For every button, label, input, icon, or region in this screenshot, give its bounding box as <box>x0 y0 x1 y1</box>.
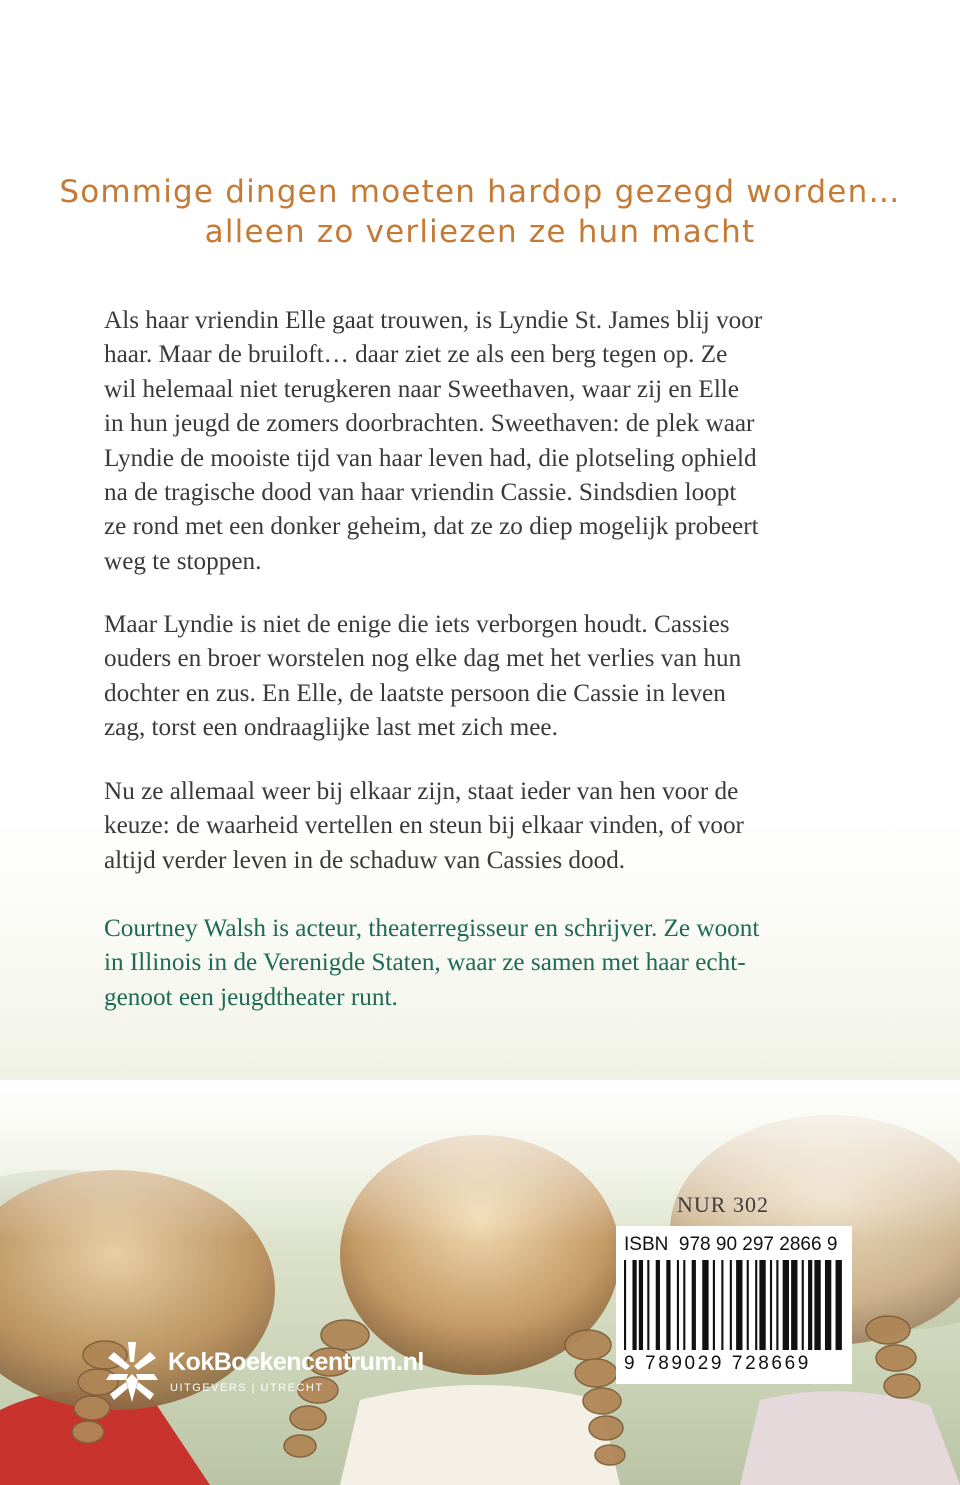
text-line: Als haar vriendin Elle gaat trouwen, is Lyndie St. James blij voor <box>104 307 763 334</box>
text-line: ze rond met een donker geheim, dat ze zo diep mogelijk probeert <box>104 513 759 541</box>
barcode-bar <box>791 1260 797 1350</box>
text-line: keuze: de waarheid vertellen en steun bij elkaar vinden, of voor <box>104 812 744 840</box>
barcode-bar <box>730 1260 732 1350</box>
text-line: in Illinois in de Verenigde Staten, waar ze samen met haar echt- <box>104 949 746 977</box>
isbn-number: ISBN 978 90 297 2866 9 <box>624 1234 838 1255</box>
barcode-bar <box>783 1260 789 1350</box>
barcode-bar <box>632 1260 636 1350</box>
text-line: ouders en broer worstelen nog elke dag met het verlies van hun <box>104 645 742 673</box>
barcode-bar <box>702 1260 708 1350</box>
text-line: altijd verder leven in de schaduw van Cassies dood. <box>104 846 626 874</box>
blurb-paragraph-2 <box>104 608 864 746</box>
barcode-bar <box>666 1260 670 1350</box>
publisher-tagline: UITGEVERS | UTRECHT <box>170 1382 324 1394</box>
barcode-bar <box>770 1260 772 1350</box>
barcode-bar <box>721 1260 723 1350</box>
text-line: dochter en zus. En Elle, de laatste persoon die Cassie in leven <box>104 679 726 707</box>
barcode-bar <box>747 1260 749 1350</box>
text-line: weg te stoppen. <box>104 547 262 575</box>
barcode-bar <box>736 1260 742 1350</box>
text-line: zag, torst een ondraaglijke last met zich mee. <box>104 714 558 742</box>
barcode-bar <box>755 1260 757 1350</box>
barcode-bar <box>656 1260 660 1350</box>
barcode-bar <box>683 1260 685 1350</box>
tagline-line-1: Sommige dingen moeten hardop gezegd worden… <box>59 174 901 210</box>
barcode-bar <box>836 1260 842 1350</box>
publisher-logo <box>104 1340 464 1410</box>
barcode-bar <box>808 1260 812 1350</box>
barcode-bar <box>802 1260 804 1350</box>
tagline <box>0 172 960 252</box>
barcode-bar <box>759 1260 765 1350</box>
text-line: Courtney Walsh is acteur, theaterregisseur en schrijver. Ze woont <box>104 915 760 942</box>
barcode-icon <box>624 1260 844 1350</box>
text-line: genoot een jeugdtheater runt. <box>104 983 398 1011</box>
barcode-bar <box>677 1260 679 1350</box>
barcode-bar <box>713 1260 715 1350</box>
author-bio <box>104 912 864 1015</box>
barcode-bar <box>814 1260 820 1350</box>
barcode-bar <box>825 1260 831 1350</box>
publisher-mark-icon <box>104 1340 160 1404</box>
barcode-bar <box>639 1260 643 1350</box>
ean-digits: 9 789029 728669 <box>624 1353 811 1374</box>
blurb-paragraph-3 <box>104 775 864 878</box>
barcode-bar <box>647 1260 649 1350</box>
text-line: Nu ze allemaal weer bij elkaar zijn, staat ieder van hen voor de <box>104 778 739 805</box>
text-line: Lyndie de mooiste tijd van haar leven had, die plotseling ophield <box>104 444 757 472</box>
tagline-line-2: alleen zo verliezen ze hun macht <box>204 214 756 250</box>
text-line: in hun jeugd de zomers doorbrachten. Sweethaven: de plek waar <box>104 410 755 438</box>
text-line: wil helemaal niet terugkeren naar Sweethaven, waar zij en Elle <box>104 375 739 403</box>
text-line: haar. Maar de bruiloft… daar ziet ze als een berg tegen op. Ze <box>104 341 728 369</box>
blurb-paragraph-1 <box>104 304 864 579</box>
barcode-bar <box>624 1260 626 1350</box>
publisher-name: KokBoekencentrum.nl <box>168 1348 424 1376</box>
nur-code: NUR 302 <box>677 1192 769 1217</box>
barcode-bar <box>692 1260 696 1350</box>
text-line: Maar Lyndie is niet de enige die iets verborgen houdt. Cassies <box>104 611 730 638</box>
barcode-bar <box>776 1260 778 1350</box>
text-line: na de tragische dood van haar vriendin Cassie. Sindsdien loopt <box>104 479 737 507</box>
barcode-label <box>616 1226 852 1384</box>
